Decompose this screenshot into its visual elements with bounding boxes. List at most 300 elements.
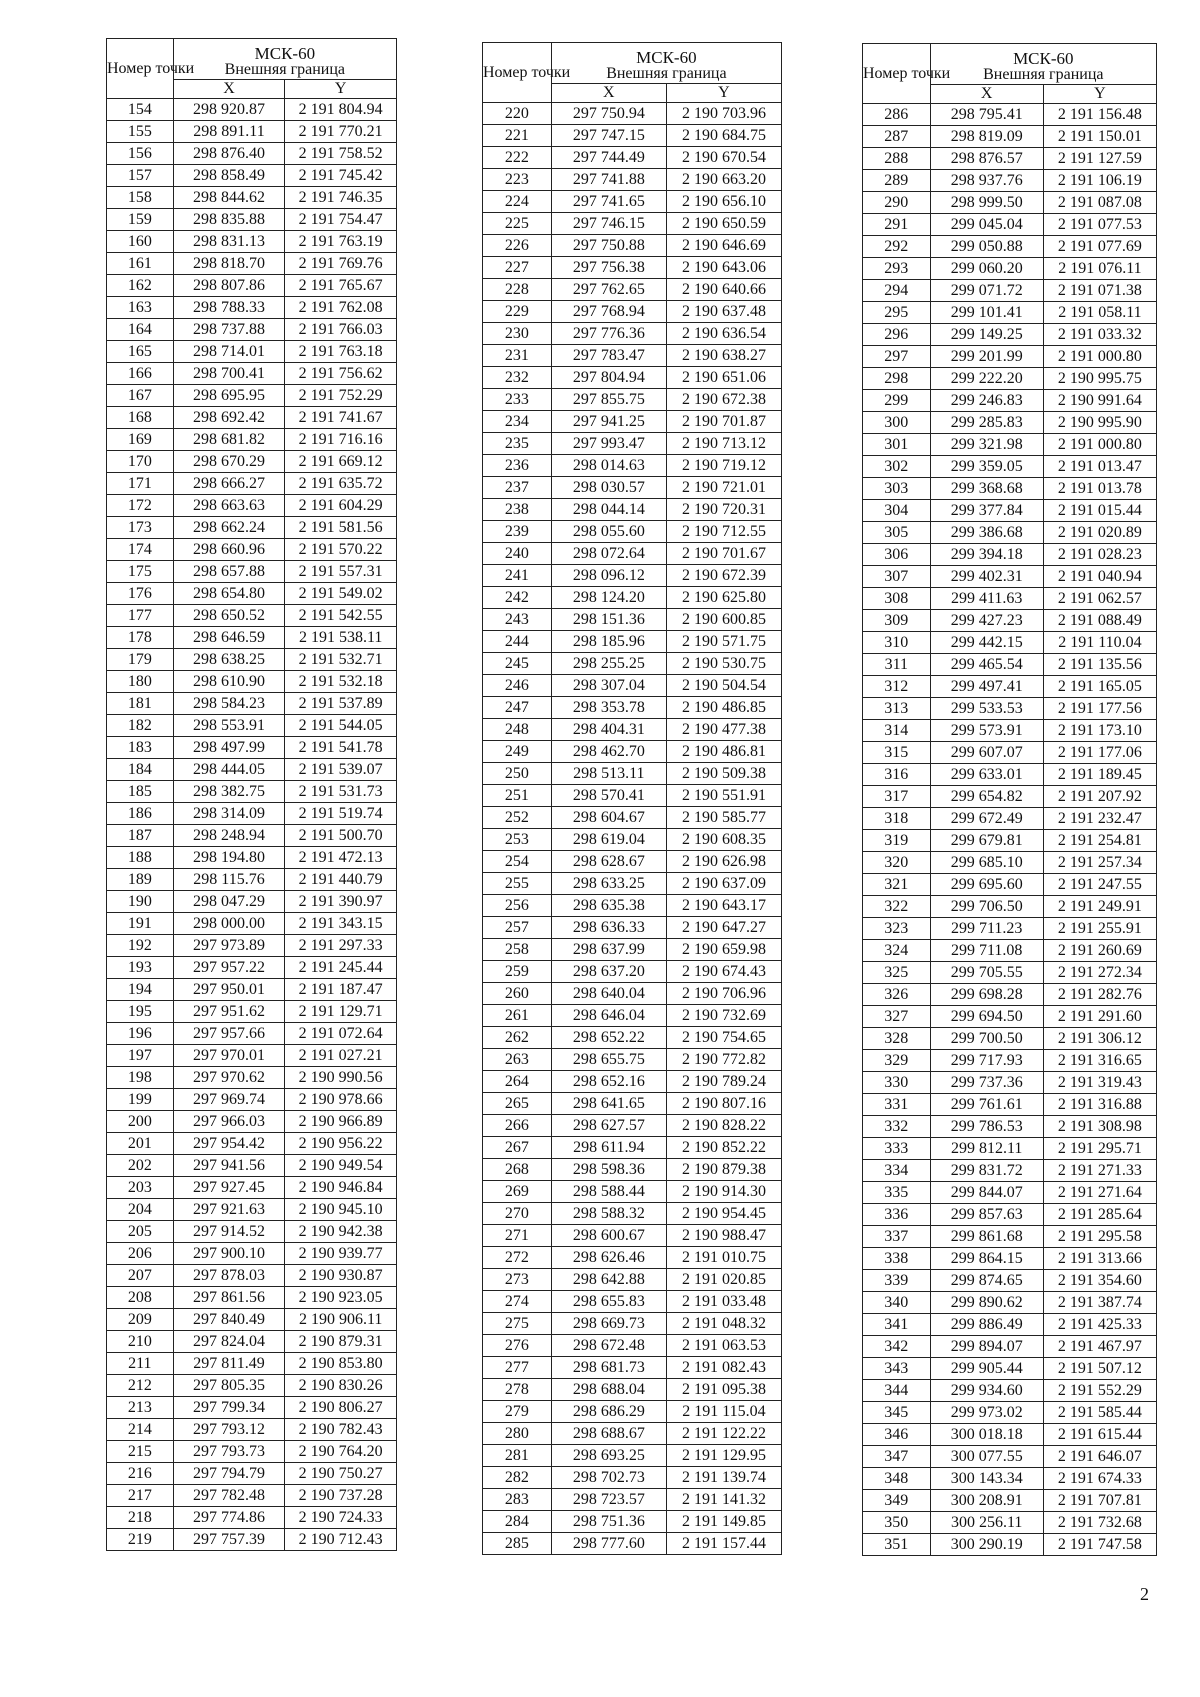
x-coordinate-cell: 299 698.28 <box>930 984 1043 1006</box>
point-number-cell: 225 <box>483 213 552 235</box>
x-coordinate-cell: 297 957.66 <box>173 1023 285 1045</box>
point-number-cell: 262 <box>483 1027 552 1049</box>
y-coordinate-cell: 2 190 585.77 <box>666 807 781 829</box>
point-number-cell: 349 <box>863 1490 931 1512</box>
y-coordinate-cell: 2 191 189.45 <box>1043 764 1156 786</box>
x-coordinate-cell: 298 627.57 <box>551 1115 666 1137</box>
point-number-cell: 302 <box>863 456 931 478</box>
point-number-cell: 217 <box>107 1485 174 1507</box>
x-coordinate-cell: 298 652.22 <box>551 1027 666 1049</box>
point-number-cell: 282 <box>483 1467 552 1489</box>
x-coordinate-cell: 297 793.12 <box>173 1419 285 1441</box>
table-row <box>483 939 782 961</box>
table-row <box>107 1265 397 1287</box>
point-number-cell: 287 <box>863 126 931 148</box>
table-row <box>483 499 782 521</box>
x-coordinate-cell: 299 890.62 <box>930 1292 1043 1314</box>
table-row <box>863 390 1157 412</box>
table-row <box>863 1358 1157 1380</box>
x-coordinate-cell: 298 999.50 <box>930 192 1043 214</box>
table-row <box>107 825 397 847</box>
x-coordinate-cell: 298 646.59 <box>173 627 285 649</box>
y-coordinate-cell: 2 190 643.06 <box>666 257 781 279</box>
x-coordinate-cell: 298 570.41 <box>551 785 666 807</box>
table-row <box>107 979 397 1001</box>
y-coordinate-cell: 2 191 087.08 <box>1043 192 1156 214</box>
table-row <box>863 588 1157 610</box>
point-number-cell: 181 <box>107 693 174 715</box>
y-coordinate-cell: 2 191 532.71 <box>285 649 397 671</box>
table-row <box>483 763 782 785</box>
table-row <box>483 257 782 279</box>
x-coordinate-cell: 298 611.94 <box>551 1137 666 1159</box>
table-row <box>107 429 397 451</box>
point-number-cell: 192 <box>107 935 174 957</box>
y-coordinate-cell: 2 191 015.44 <box>1043 500 1156 522</box>
y-coordinate-cell: 2 191 756.62 <box>285 363 397 385</box>
y-coordinate-cell: 2 191 316.88 <box>1043 1094 1156 1116</box>
x-coordinate-cell: 299 201.99 <box>930 346 1043 368</box>
x-coordinate-cell: 298 655.83 <box>551 1291 666 1313</box>
y-coordinate-cell: 2 190 701.67 <box>666 543 781 565</box>
table-row <box>863 236 1157 258</box>
point-number-cell: 325 <box>863 962 931 984</box>
point-number-cell: 165 <box>107 341 174 363</box>
x-coordinate-cell: 297 970.62 <box>173 1067 285 1089</box>
x-coordinate-cell: 300 077.55 <box>930 1446 1043 1468</box>
table-row <box>107 671 397 693</box>
point-number-cell: 299 <box>863 390 931 412</box>
y-coordinate-cell: 2 191 557.31 <box>285 561 397 583</box>
point-number-cell: 196 <box>107 1023 174 1045</box>
point-number-cell: 343 <box>863 1358 931 1380</box>
point-number-cell: 186 <box>107 803 174 825</box>
point-number-cell: 224 <box>483 191 552 213</box>
y-coordinate-cell: 2 190 637.48 <box>666 301 781 323</box>
point-number-cell: 227 <box>483 257 552 279</box>
table-row <box>107 275 397 297</box>
point-number-cell: 187 <box>107 825 174 847</box>
x-coordinate-cell: 298 307.04 <box>551 675 666 697</box>
x-coordinate-cell: 299 711.08 <box>930 940 1043 962</box>
y-coordinate-cell: 2 191 020.89 <box>1043 522 1156 544</box>
x-coordinate-cell: 298 635.38 <box>551 895 666 917</box>
point-number-cell: 256 <box>483 895 552 917</box>
table-row <box>107 737 397 759</box>
point-number-cell: 281 <box>483 1445 552 1467</box>
point-number-cell: 286 <box>863 104 931 126</box>
y-coordinate-cell: 2 191 581.56 <box>285 517 397 539</box>
table-row <box>483 851 782 873</box>
table-row <box>863 412 1157 434</box>
point-number-cell: 309 <box>863 610 931 632</box>
header-point-number: Номер точки <box>863 44 931 104</box>
x-coordinate-cell: 298 693.25 <box>551 1445 666 1467</box>
point-number-cell: 205 <box>107 1221 174 1243</box>
x-coordinate-cell: 299 973.02 <box>930 1402 1043 1424</box>
point-number-cell: 158 <box>107 187 174 209</box>
y-coordinate-cell: 2 191 542.55 <box>285 605 397 627</box>
point-number-cell: 223 <box>483 169 552 191</box>
x-coordinate-cell: 298 096.12 <box>551 565 666 587</box>
y-coordinate-cell: 2 191 770.21 <box>285 121 397 143</box>
y-coordinate-cell: 2 190 789.24 <box>666 1071 781 1093</box>
point-number-cell: 347 <box>863 1446 931 1468</box>
point-number-cell: 236 <box>483 455 552 477</box>
table-row <box>863 676 1157 698</box>
x-coordinate-cell: 299 934.60 <box>930 1380 1043 1402</box>
table-row <box>107 495 397 517</box>
point-number-cell: 338 <box>863 1248 931 1270</box>
y-coordinate-cell: 2 190 978.66 <box>285 1089 397 1111</box>
point-number-cell: 300 <box>863 412 931 434</box>
y-coordinate-cell: 2 190 914.30 <box>666 1181 781 1203</box>
point-number-cell: 272 <box>483 1247 552 1269</box>
y-coordinate-cell: 2 191 095.38 <box>666 1379 781 1401</box>
x-coordinate-cell: 299 402.31 <box>930 566 1043 588</box>
point-number-cell: 163 <box>107 297 174 319</box>
table-row <box>107 1177 397 1199</box>
x-coordinate-cell: 297 794.79 <box>173 1463 285 1485</box>
point-number-cell: 283 <box>483 1489 552 1511</box>
point-number-cell: 301 <box>863 434 931 456</box>
point-number-cell: 190 <box>107 891 174 913</box>
table-row <box>483 367 782 389</box>
point-number-cell: 162 <box>107 275 174 297</box>
table-row <box>483 235 782 257</box>
y-coordinate-cell: 2 191 088.49 <box>1043 610 1156 632</box>
point-number-cell: 174 <box>107 539 174 561</box>
point-number-cell: 237 <box>483 477 552 499</box>
x-coordinate-cell: 297 927.45 <box>173 1177 285 1199</box>
y-coordinate-cell: 2 191 390.97 <box>285 891 397 913</box>
y-coordinate-cell: 2 191 319.43 <box>1043 1072 1156 1094</box>
y-coordinate-cell: 2 191 063.53 <box>666 1335 781 1357</box>
x-coordinate-cell: 298 314.09 <box>173 803 285 825</box>
y-coordinate-cell: 2 191 062.57 <box>1043 588 1156 610</box>
y-coordinate-cell: 2 190 626.98 <box>666 851 781 873</box>
x-coordinate-cell: 298 702.73 <box>551 1467 666 1489</box>
table-row <box>107 1111 397 1133</box>
table-row <box>863 1204 1157 1226</box>
x-coordinate-cell: 298 692.42 <box>173 407 285 429</box>
table-row <box>107 1133 397 1155</box>
x-coordinate-cell: 298 650.52 <box>173 605 285 627</box>
table-row <box>107 605 397 627</box>
table-row <box>863 1226 1157 1248</box>
point-number-cell: 207 <box>107 1265 174 1287</box>
x-coordinate-cell: 297 756.38 <box>551 257 666 279</box>
table-row <box>483 587 782 609</box>
table-row <box>107 1155 397 1177</box>
y-coordinate-cell: 2 191 272.34 <box>1043 962 1156 984</box>
x-coordinate-cell: 298 115.76 <box>173 869 285 891</box>
table-row <box>863 126 1157 148</box>
point-number-cell: 204 <box>107 1199 174 1221</box>
point-number-cell: 311 <box>863 654 931 676</box>
x-coordinate-cell: 298 626.46 <box>551 1247 666 1269</box>
point-number-cell: 346 <box>863 1424 931 1446</box>
point-number-cell: 157 <box>107 165 174 187</box>
y-coordinate-cell: 2 190 706.96 <box>666 983 781 1005</box>
x-coordinate-cell: 298 194.80 <box>173 847 285 869</box>
point-number-cell: 243 <box>483 609 552 631</box>
coordinates-table <box>106 38 397 1551</box>
point-number-cell: 220 <box>483 103 552 125</box>
table-row <box>107 1441 397 1463</box>
x-coordinate-cell: 298 652.16 <box>551 1071 666 1093</box>
point-number-cell: 251 <box>483 785 552 807</box>
x-coordinate-cell: 299 465.54 <box>930 654 1043 676</box>
x-coordinate-cell: 298 553.91 <box>173 715 285 737</box>
point-number-cell: 263 <box>483 1049 552 1071</box>
table-row <box>863 566 1157 588</box>
x-coordinate-cell: 299 711.23 <box>930 918 1043 940</box>
y-coordinate-cell: 2 190 995.90 <box>1043 412 1156 434</box>
x-coordinate-cell: 299 844.07 <box>930 1182 1043 1204</box>
x-coordinate-cell: 298 633.25 <box>551 873 666 895</box>
y-coordinate-cell: 2 190 703.96 <box>666 103 781 125</box>
point-number-cell: 197 <box>107 1045 174 1067</box>
y-coordinate-cell: 2 190 713.12 <box>666 433 781 455</box>
point-number-cell: 261 <box>483 1005 552 1027</box>
y-coordinate-cell: 2 191 732.68 <box>1043 1512 1156 1534</box>
y-coordinate-cell: 2 191 010.75 <box>666 1247 781 1269</box>
table-row <box>863 742 1157 764</box>
x-coordinate-cell: 299 685.10 <box>930 852 1043 874</box>
table-row <box>863 698 1157 720</box>
point-number-cell: 312 <box>863 676 931 698</box>
point-number-cell: 247 <box>483 697 552 719</box>
table-row <box>483 1027 782 1049</box>
point-number-cell: 208 <box>107 1287 174 1309</box>
x-coordinate-cell: 298 695.95 <box>173 385 285 407</box>
point-number-cell: 250 <box>483 763 552 785</box>
table-row <box>863 610 1157 632</box>
y-coordinate-cell: 2 191 285.64 <box>1043 1204 1156 1226</box>
y-coordinate-cell: 2 191 013.78 <box>1043 478 1156 500</box>
y-coordinate-cell: 2 190 712.43 <box>285 1529 397 1551</box>
x-coordinate-cell: 297 804.94 <box>551 367 666 389</box>
point-number-cell: 233 <box>483 389 552 411</box>
x-coordinate-cell: 298 876.57 <box>930 148 1043 170</box>
table-row <box>863 830 1157 852</box>
point-number-cell: 171 <box>107 473 174 495</box>
point-number-cell: 313 <box>863 698 931 720</box>
point-number-cell: 275 <box>483 1313 552 1335</box>
header-point-number: Номер точки <box>107 39 174 99</box>
x-coordinate-cell: 299 321.98 <box>930 434 1043 456</box>
point-number-cell: 279 <box>483 1401 552 1423</box>
x-coordinate-cell: 298 640.04 <box>551 983 666 1005</box>
y-coordinate-cell: 2 190 853.80 <box>285 1353 397 1375</box>
y-coordinate-cell: 2 191 804.94 <box>285 99 397 121</box>
table-row <box>863 1446 1157 1468</box>
point-number-cell: 332 <box>863 1116 931 1138</box>
y-coordinate-cell: 2 190 923.05 <box>285 1287 397 1309</box>
table-row <box>863 324 1157 346</box>
y-coordinate-cell: 2 191 313.66 <box>1043 1248 1156 1270</box>
y-coordinate-cell: 2 191 354.60 <box>1043 1270 1156 1292</box>
y-coordinate-cell: 2 190 636.54 <box>666 323 781 345</box>
point-number-cell: 211 <box>107 1353 174 1375</box>
point-number-cell: 226 <box>483 235 552 257</box>
y-coordinate-cell: 2 191 033.48 <box>666 1291 781 1313</box>
y-coordinate-cell: 2 191 122.22 <box>666 1423 781 1445</box>
x-coordinate-cell: 299 497.41 <box>930 676 1043 698</box>
x-coordinate-cell: 300 208.91 <box>930 1490 1043 1512</box>
x-coordinate-cell: 298 818.70 <box>173 253 285 275</box>
y-coordinate-cell: 2 190 737.28 <box>285 1485 397 1507</box>
point-number-cell: 175 <box>107 561 174 583</box>
point-number-cell: 154 <box>107 99 174 121</box>
table-row <box>483 1313 782 1335</box>
y-coordinate-cell: 2 191 747.58 <box>1043 1534 1156 1556</box>
y-coordinate-cell: 2 190 650.59 <box>666 213 781 235</box>
x-coordinate-cell: 299 359.05 <box>930 456 1043 478</box>
y-coordinate-cell: 2 190 638.27 <box>666 345 781 367</box>
x-coordinate-cell: 297 799.34 <box>173 1397 285 1419</box>
x-coordinate-cell: 297 741.65 <box>551 191 666 213</box>
point-number-cell: 303 <box>863 478 931 500</box>
table-row <box>863 764 1157 786</box>
table-row <box>863 1314 1157 1336</box>
table-row <box>863 1270 1157 1292</box>
x-coordinate-cell: 298 404.31 <box>551 719 666 741</box>
point-number-cell: 334 <box>863 1160 931 1182</box>
point-number-cell: 295 <box>863 302 931 324</box>
point-number-cell: 322 <box>863 896 931 918</box>
x-coordinate-cell: 299 812.11 <box>930 1138 1043 1160</box>
table-row <box>483 1379 782 1401</box>
x-coordinate-cell: 297 957.22 <box>173 957 285 979</box>
point-number-cell: 278 <box>483 1379 552 1401</box>
table-row <box>483 543 782 565</box>
y-coordinate-cell: 2 190 966.89 <box>285 1111 397 1133</box>
table-row <box>483 741 782 763</box>
x-coordinate-cell: 299 694.50 <box>930 1006 1043 1028</box>
point-number-cell: 345 <box>863 1402 931 1424</box>
table-row <box>863 544 1157 566</box>
table-row <box>483 1533 782 1555</box>
x-coordinate-cell: 297 954.42 <box>173 1133 285 1155</box>
table-row <box>107 385 397 407</box>
x-coordinate-cell: 298 723.57 <box>551 1489 666 1511</box>
y-coordinate-cell: 2 191 295.71 <box>1043 1138 1156 1160</box>
point-number-cell: 290 <box>863 192 931 214</box>
x-coordinate-cell: 298 819.09 <box>930 126 1043 148</box>
y-coordinate-cell: 2 191 766.03 <box>285 319 397 341</box>
y-coordinate-cell: 2 190 828.22 <box>666 1115 781 1137</box>
x-coordinate-cell: 298 714.01 <box>173 341 285 363</box>
table-row <box>107 363 397 385</box>
x-coordinate-cell: 298 670.29 <box>173 451 285 473</box>
header-coordinate-system: МСК-60 <box>551 43 781 67</box>
y-coordinate-cell: 2 191 247.55 <box>1043 874 1156 896</box>
table-row <box>483 675 782 697</box>
x-coordinate-cell: 297 747.15 <box>551 125 666 147</box>
x-coordinate-cell: 298 688.04 <box>551 1379 666 1401</box>
y-coordinate-cell: 2 191 156.48 <box>1043 104 1156 126</box>
point-number-cell: 257 <box>483 917 552 939</box>
y-coordinate-cell: 2 191 544.05 <box>285 715 397 737</box>
x-coordinate-cell: 298 151.36 <box>551 609 666 631</box>
table-row <box>483 1467 782 1489</box>
point-number-cell: 305 <box>863 522 931 544</box>
y-coordinate-cell: 2 191 149.85 <box>666 1511 781 1533</box>
y-coordinate-cell: 2 191 472.13 <box>285 847 397 869</box>
y-coordinate-cell: 2 190 637.09 <box>666 873 781 895</box>
point-number-cell: 230 <box>483 323 552 345</box>
x-coordinate-cell: 299 285.83 <box>930 412 1043 434</box>
y-coordinate-cell: 2 191 674.33 <box>1043 1468 1156 1490</box>
y-coordinate-cell: 2 191 549.02 <box>285 583 397 605</box>
y-coordinate-cell: 2 190 530.75 <box>666 653 781 675</box>
point-number-cell: 274 <box>483 1291 552 1313</box>
y-coordinate-cell: 2 191 531.73 <box>285 781 397 803</box>
table-row <box>483 147 782 169</box>
y-coordinate-cell: 2 190 942.38 <box>285 1221 397 1243</box>
y-coordinate-cell: 2 191 758.52 <box>285 143 397 165</box>
y-coordinate-cell: 2 190 571.75 <box>666 631 781 653</box>
y-coordinate-cell: 2 191 255.91 <box>1043 918 1156 940</box>
table-row <box>863 170 1157 192</box>
point-number-cell: 335 <box>863 1182 931 1204</box>
point-number-cell: 172 <box>107 495 174 517</box>
y-coordinate-cell: 2 191 519.74 <box>285 803 397 825</box>
x-coordinate-cell: 298 662.24 <box>173 517 285 539</box>
x-coordinate-cell: 297 805.35 <box>173 1375 285 1397</box>
x-coordinate-cell: 298 654.80 <box>173 583 285 605</box>
point-number-cell: 260 <box>483 983 552 1005</box>
point-number-cell: 333 <box>863 1138 931 1160</box>
table-row <box>863 280 1157 302</box>
table-row <box>863 258 1157 280</box>
x-coordinate-cell: 298 655.75 <box>551 1049 666 1071</box>
table-row <box>863 1094 1157 1116</box>
x-coordinate-cell: 298 835.88 <box>173 209 285 231</box>
table-row <box>863 1380 1157 1402</box>
y-coordinate-cell: 2 191 763.18 <box>285 341 397 363</box>
x-coordinate-cell: 298 876.40 <box>173 143 285 165</box>
y-coordinate-cell: 2 190 764.20 <box>285 1441 397 1463</box>
coordinates-table-3 <box>862 43 1157 1556</box>
point-number-cell: 221 <box>483 125 552 147</box>
table-row <box>107 209 397 231</box>
x-coordinate-cell: 297 970.01 <box>173 1045 285 1067</box>
point-number-cell: 189 <box>107 869 174 891</box>
y-coordinate-cell: 2 190 720.31 <box>666 499 781 521</box>
y-coordinate-cell: 2 191 763.19 <box>285 231 397 253</box>
y-coordinate-cell: 2 191 173.10 <box>1043 720 1156 742</box>
point-number-cell: 156 <box>107 143 174 165</box>
point-number-cell: 202 <box>107 1155 174 1177</box>
coordinates-table-2 <box>482 42 782 1555</box>
y-coordinate-cell: 2 190 643.17 <box>666 895 781 917</box>
header-boundary: Внешняя граница <box>930 67 1156 85</box>
table-row <box>863 1248 1157 1270</box>
table-row <box>107 693 397 715</box>
table-row <box>483 1071 782 1093</box>
point-number-cell: 315 <box>863 742 931 764</box>
y-coordinate-cell: 2 191 541.78 <box>285 737 397 759</box>
table-row <box>863 1534 1157 1556</box>
point-number-cell: 264 <box>483 1071 552 1093</box>
point-number-cell: 166 <box>107 363 174 385</box>
y-coordinate-cell: 2 190 990.56 <box>285 1067 397 1089</box>
table-row <box>483 279 782 301</box>
x-coordinate-cell: 298 681.82 <box>173 429 285 451</box>
